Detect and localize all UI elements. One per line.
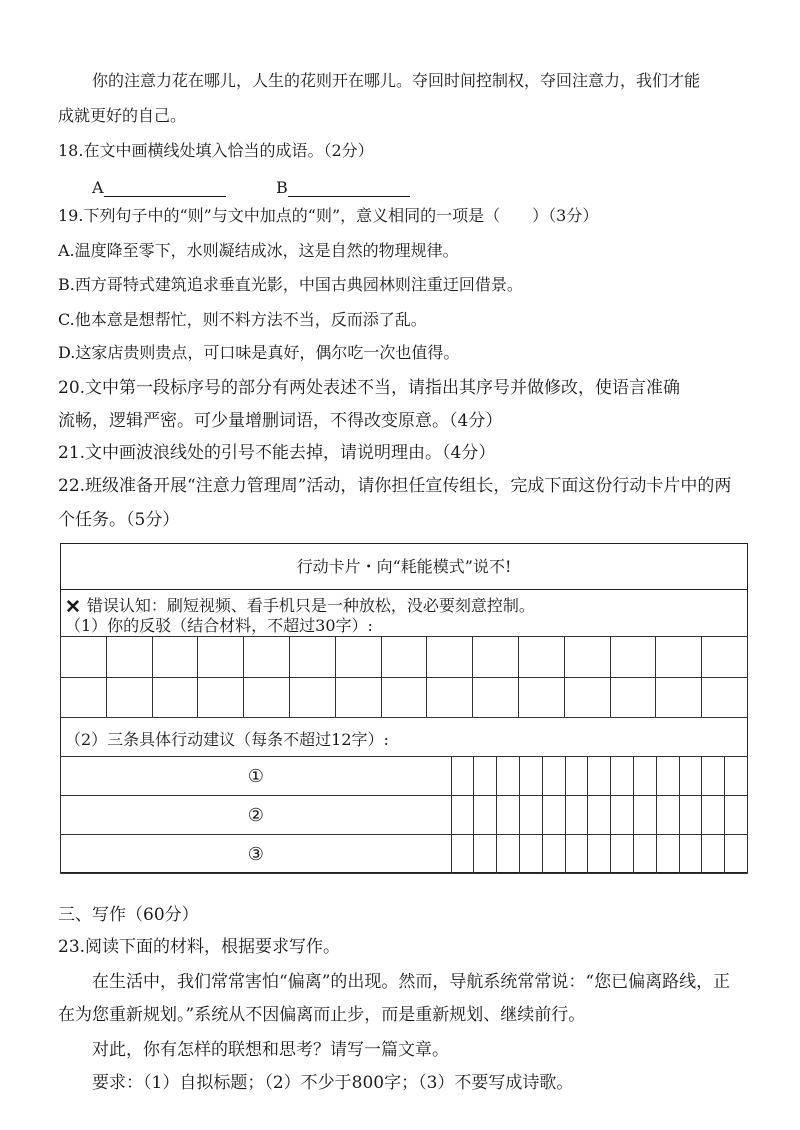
blank-a-label: A xyxy=(92,178,104,197)
wrong-belief xyxy=(65,598,535,617)
question-19: 19.下列句子中的“则”与文中加点的“则”，意义相同的一项是（ ）（3分） xyxy=(58,206,599,225)
grid-row xyxy=(61,757,748,796)
blank-b-label: B xyxy=(276,178,288,197)
blank-a-line[interactable] xyxy=(104,196,226,197)
task-1-label: （1）你的反驳（结合材料，不超过30字）: xyxy=(65,616,373,635)
requirements-line: 要求：（1）自拟标题；（2）不少于800字；（3）不要写成诗歌。 xyxy=(92,1073,574,1093)
grid-row xyxy=(61,796,748,835)
question-18: 18.在文中画横线处填入恰当的成语。（2分） xyxy=(58,141,374,160)
intro-line-1: 你的注意力花在哪儿，人生的花则开在哪儿。夺回时间控制权，夺回注意力，我们才能 xyxy=(92,71,701,90)
task-2-label: （2）三条具体行动建议（每条不超过12字）: xyxy=(65,730,389,749)
marker-1: ① xyxy=(61,757,452,796)
question-22-line-2: 个任务。（5分） xyxy=(58,510,180,530)
option-c: C.他本意是想帮忙，则不料方法不当，反而添了乱。 xyxy=(58,310,427,329)
card-title: 行动卡片・向“耗能模式”说不! xyxy=(61,544,747,590)
prompt-line: 对此，你有怎样的联想和思考？请写一篇文章。 xyxy=(92,1040,449,1060)
question-20-line-2: 流畅，逻辑严密。可少量增删词语，不得改变原意。（4分） xyxy=(58,411,503,431)
intro-line-2: 成就更好的自己。 xyxy=(58,106,187,125)
material-line-2: 在为您重新规划。”系统从不因偏离而止步，而是重新规划、继续前行。 xyxy=(58,1005,586,1025)
question-23: 23.阅读下面的材料，根据要求写作。 xyxy=(58,937,341,957)
action-card xyxy=(60,543,748,873)
marker-2: ② xyxy=(61,796,452,835)
suggestion-grid[interactable] xyxy=(60,756,748,874)
grid-row xyxy=(61,677,748,718)
question-22-line-1: 22.班级准备开展“注意力管理周”活动，请你担任宣传组长，完成下面这份行动卡片中的两 xyxy=(58,476,732,496)
grid-row xyxy=(61,835,748,874)
material-line-1: 在生活中，我们常常害怕“偏离”的出现。然而，导航系统常常说：“您已偏离路线，正 xyxy=(92,972,731,992)
section-writing-heading: 三、写作（60分） xyxy=(58,905,199,925)
question-20-line-1: 20.文中第一段标序号的部分有两处表述不当，请指出其序号并做修改，使语言准确 xyxy=(58,378,681,398)
question-21: 21.文中画波浪线处的引号不能去掉，请说明理由。（4分） xyxy=(58,443,496,463)
rebuttal-grid[interactable] xyxy=(60,636,748,718)
grid-row xyxy=(61,637,748,678)
option-d: D.这家店贵则贵点，可口味是真好，偶尔吃一次也值得。 xyxy=(58,343,460,362)
cross-mark-icon: ✕ xyxy=(65,596,81,618)
blank-b-line[interactable] xyxy=(288,196,410,197)
option-b: B.西方哥特式建筑追求垂直光影，中国古典园林则注重迂回借景。 xyxy=(58,275,523,294)
marker-3: ③ xyxy=(61,835,452,874)
wrong-belief-text: 错误认知：刷短视频、看手机只是一种放松，没必要刻意控制。 xyxy=(86,596,535,615)
option-a: A.温度降至零下，水则凝结成冰，这是自然的物理规律。 xyxy=(58,241,459,260)
